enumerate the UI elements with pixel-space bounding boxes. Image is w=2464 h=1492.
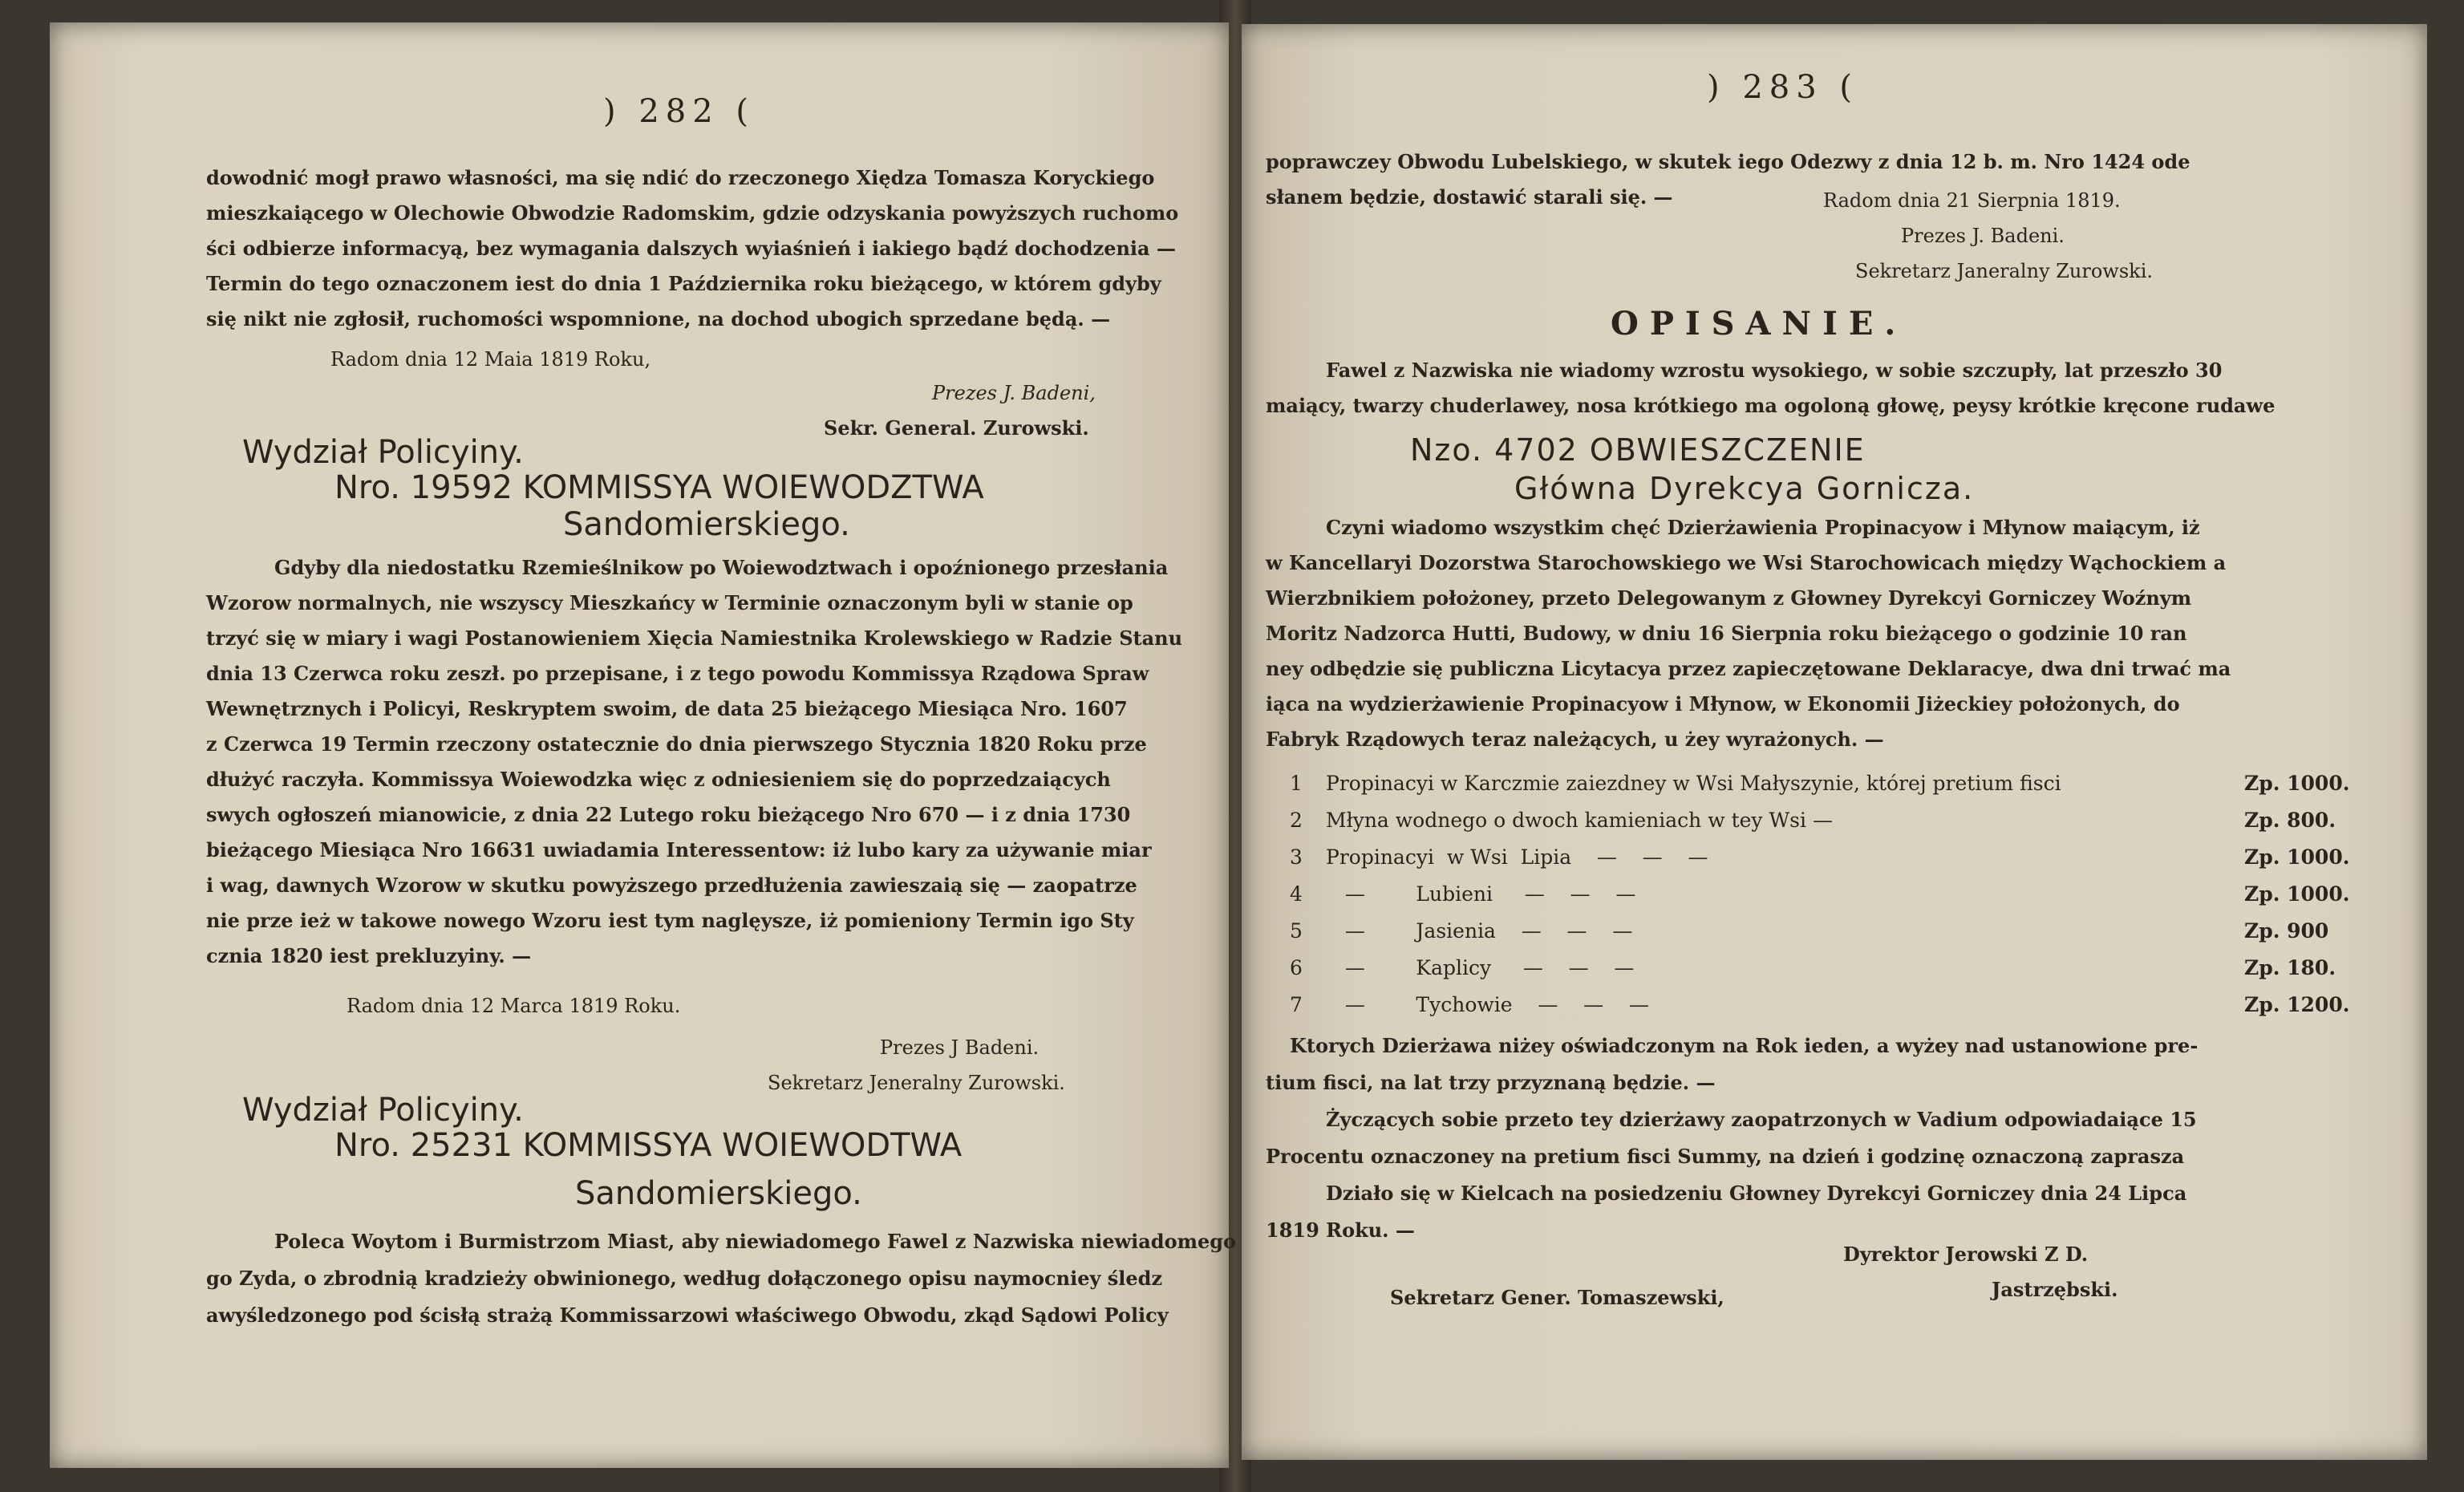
- text-line: Fawel z Nazwiska nie wiadomy wzrostu wysokiego, w sobie szczupły, lat przeszło 30: [1326, 359, 2223, 382]
- table-row-number: 3: [1290, 845, 1303, 869]
- signature: Jastrzębski.: [1992, 1278, 2118, 1301]
- text-line: maiący, twarzy chuderlawey, nosa krótkiego ma ogoloną głowę, peysy krótkie kręcone rudawe: [1266, 394, 2276, 417]
- table-row-number: 1: [1290, 772, 1303, 795]
- text-line: i wag, dawnych Wzorow w skutku powyższego przedłużenia zawieszaią się — zaopatrze: [206, 874, 1137, 897]
- text-line: dnia 13 Czerwca roku zeszł. po przepisane, i z tego powodu Kommissya Rządowa Spraw: [206, 662, 1149, 685]
- text-line: Wewnętrznych i Policyi, Reskryptem swoim, de data 25 bieżącego Miesiąca Nro. 1607: [206, 697, 1128, 720]
- section-heading: Nzo. 4702 OBWIESZCZENIE: [1410, 432, 1866, 468]
- text-line: Termin do tego oznaczonem iest do dnia 1 Października roku bieżącego, w którem gdyby: [206, 272, 1161, 295]
- table-row-number: 7: [1290, 993, 1303, 1016]
- text-line: cznia 1820 iest prekluzyiny. —: [206, 944, 532, 967]
- section-heading: Główna Dyrekcya Gornicza.: [1514, 471, 1975, 506]
- table-row-amount: Zp. 800.: [2244, 809, 2336, 832]
- text-line: trzyć się w miary i wagi Postanowieniem Xięcia Namiestnika Krolewskiego w Radzie Stanu: [206, 626, 1183, 650]
- table-row-amount: Zp. 1000.: [2244, 845, 2350, 869]
- text-line: go Zyda, o zbrodnią kradzieży obwinionego, według dołączonego opisu naymocniey śledz: [206, 1267, 1163, 1290]
- text-line: się nikt nie zgłosił, ruchomości wspomnione, na dochod ubogich sprzedane będą. —: [206, 307, 1111, 330]
- date-line: Radom dnia 12 Maia 1819 Roku,: [330, 348, 651, 371]
- text-line: iąca na wydzierżawienie Propinacyow i Młynow, w Ekonomii Jiżeckiey położonych, do: [1266, 692, 2180, 716]
- page-number: ) 283 (: [1707, 69, 1858, 106]
- text-line: bieżącego Miesiąca Nro 16631 uwiadamia Interessentow: iż lubo kary za używanie miar: [206, 838, 1152, 862]
- signature: Prezes J Badeni.: [880, 1036, 1040, 1059]
- text-line: tium fisci, na lat trzy przyznaną będzie. —: [1266, 1071, 1716, 1094]
- table-row-number: 5: [1290, 919, 1303, 943]
- text-line: Wierzbnikiem położoney, przeto Delegowanym z Głowney Dyrekcyi Gorniczey Woźnym: [1266, 586, 2192, 610]
- table-row-description: Młyna wodnego o dwoch kamieniach w tey Wsi —: [1326, 809, 1833, 832]
- signature: Sekr. General. Zurowski.: [824, 416, 1089, 440]
- text-line: 1819 Roku. —: [1266, 1218, 1415, 1242]
- text-line: Poleca Woytom i Burmistrzom Miast, aby niewiadomego Fawel z Nazwiska niewiadomego: [274, 1230, 1237, 1253]
- table-row-description: — Tychowie — — —: [1326, 993, 1649, 1016]
- text-line: słanem będzie, dostawić starali się. —: [1266, 185, 1673, 209]
- table-row-description: — Lubieni — — —: [1326, 882, 1636, 906]
- text-line: ney odbędzie się publiczna Licytacya przez zapieczętowane Deklaracye, dwa dni trwać ma: [1266, 657, 2231, 680]
- text-line: Ktorych Dzierżawa niżey oświadczonym na Rok ieden, a wyżey nad ustanowione pre-: [1290, 1034, 2199, 1057]
- table-row-number: 2: [1290, 809, 1303, 832]
- left-page: [50, 22, 1237, 1468]
- text-line: mieszkaiącego w Olechowie Obwodzie Radomskim, gdzie odzyskania powyższych ruchomo: [206, 201, 1179, 225]
- text-line: swych ogłoszeń mianowicie, z dnia 22 Lutego roku bieżącego Nro 670 — i z dnia 1730: [206, 803, 1131, 826]
- text-line: dłużyć raczyła. Kommissya Woiewodzka więc z odniesieniem się do poprzedzaiących: [206, 768, 1111, 791]
- signature: Sekretarz Janeralny Zurowski.: [1855, 260, 2154, 282]
- text-line: poprawczey Obwodu Lubelskiego, w skutek iego Odezwy z dnia 12 b. m. Nro 1424 ode: [1266, 150, 2190, 173]
- table-row-amount: Zp. 1200.: [2244, 993, 2350, 1016]
- text-line: w Kancellaryi Dozorstwa Starochowskiego we Wsi Starochowicach między Wąchockiem a: [1266, 551, 2227, 574]
- table-row-amount: Zp. 900: [2244, 919, 2329, 943]
- table-row-description: — Jasienia — — —: [1326, 919, 1633, 943]
- text-line: Fabryk Rządowych teraz należących, u żey wyrażonych. —: [1266, 728, 1884, 751]
- section-heading: Sandomierskiego.: [563, 506, 850, 543]
- text-line: Gdyby dla niedostatku Rzemieślnikow po Woiewodztwach i opoźnionego przesłania: [274, 556, 1169, 579]
- signature: Sekretarz Gener. Tomaszewski,: [1390, 1286, 1724, 1309]
- text-line: Moritz Nadzorca Hutti, Budowy, w dniu 16 Sierpnia roku bieżącego o godzinie 10 ran: [1266, 622, 2187, 645]
- text-line: ści odbierze informacyą, bez wymagania dalszych wyiaśnień i iakiego bądź dochodzenia —: [206, 237, 1176, 260]
- table-row-number: 4: [1290, 882, 1303, 906]
- date-line: Radom dnia 12 Marca 1819 Roku.: [346, 995, 681, 1017]
- text-line: awyśledzonego pod ścisłą strażą Kommissarzowi właściwego Obwodu, zkąd Sądowi Policy: [206, 1303, 1169, 1327]
- signature: Dyrektor Jerowski Z D.: [1843, 1243, 2089, 1266]
- text-line: Działo się w Kielcach na posiedzeniu Głowney Dyrekcyi Gorniczey dnia 24 Lipca: [1326, 1182, 2187, 1205]
- section-heading: Wydział Policyiny.: [242, 1092, 524, 1129]
- signature: Prezes J. Badeni,: [932, 382, 1096, 404]
- section-heading: Wydział Policyiny.: [242, 434, 524, 471]
- text-line: Procentu oznaczoney na pretium fisci Summy, na dzień i godzinę oznaczoną zaprasza: [1266, 1145, 2185, 1168]
- signature: Sekretarz Jeneralny Zurowski.: [768, 1072, 1065, 1094]
- section-heading: Nro. 25231 KOMMISSYA WOIEWODTWA: [334, 1127, 962, 1164]
- table-row-amount: Zp. 180.: [2244, 956, 2336, 979]
- table-row-description: Propinacyi w Karczmie zaiezdney w Wsi Małyszynie, której pretium fisci: [1326, 772, 2061, 795]
- table-row-amount: Zp. 1000.: [2244, 772, 2350, 795]
- date-line: Radom dnia 21 Sierpnia 1819.: [1823, 189, 2121, 212]
- text-line: dowodnić mogł prawo własności, ma się ndić do rzeczonego Xiędza Tomasza Koryckiego: [206, 166, 1155, 189]
- table-row-description: — Kaplicy — — —: [1326, 956, 1635, 979]
- section-heading: OPISANIE.: [1611, 305, 1907, 343]
- text-line: z Czerwca 19 Termin rzeczony ostatecznie do dnia pierwszego Stycznia 1820 Roku prze: [206, 732, 1147, 756]
- table-row-number: 6: [1290, 956, 1303, 979]
- text-line: Życzących sobie przeto tey dzierżawy zaopatrzonych w Vadium odpowiadaiące 15: [1326, 1108, 2197, 1131]
- signature: Prezes J. Badeni.: [1901, 225, 2065, 247]
- table-row-description: Propinacyi w Wsi Lipia — — —: [1326, 845, 1708, 869]
- page-number: ) 282 (: [603, 93, 755, 130]
- right-page: [1242, 24, 2427, 1460]
- text-line: nie prze ież w takowe nowego Wzoru iest tym naglęysze, iż pomieniony Termin igo Sty: [206, 909, 1134, 932]
- text-line: Wzorow normalnych, nie wszyscy Mieszkańcy w Terminie oznaczonym byli w stanie op: [206, 591, 1133, 614]
- section-heading: Nro. 19592 KOMMISSYA WOIEWODZTWA: [334, 469, 984, 506]
- table-row-amount: Zp. 1000.: [2244, 882, 2350, 906]
- section-heading: Sandomierskiego.: [575, 1175, 862, 1212]
- text-line: Czyni wiadomo wszystkim chęć Dzierżawienia Propinacyow i Młynow maiącym, iż: [1326, 516, 2200, 539]
